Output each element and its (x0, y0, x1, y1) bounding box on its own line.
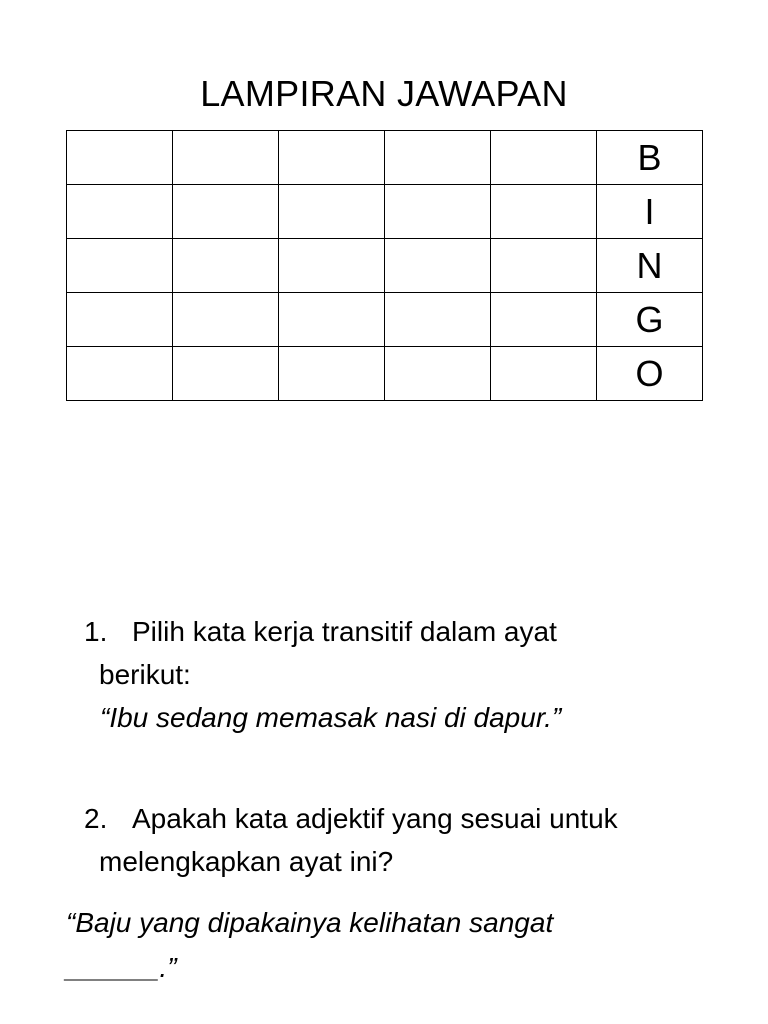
question-2-quote-line-2: ______.” (66, 952, 177, 983)
question-1-text-cont: berikut: (99, 659, 191, 690)
bingo-letter-o: O (597, 347, 703, 401)
bingo-cell[interactable] (67, 347, 173, 401)
bingo-cell[interactable] (67, 131, 173, 185)
question-1 (0, 610, 768, 696)
bingo-cell[interactable] (279, 293, 385, 347)
bingo-row (67, 131, 703, 185)
bingo-cell[interactable] (491, 185, 597, 239)
question-1-line-1 (0, 610, 768, 653)
bingo-row (67, 239, 703, 293)
question-2-quote-line-1: “Baju yang dipakainya kelihatan sangat (66, 907, 554, 938)
bingo-cell[interactable] (385, 131, 491, 185)
bingo-cell[interactable] (173, 293, 279, 347)
bingo-cell[interactable] (173, 185, 279, 239)
bingo-cell[interactable] (279, 347, 385, 401)
page-title: LAMPIRAN JAWAPAN (200, 73, 568, 114)
bingo-cell[interactable] (279, 185, 385, 239)
bingo-cell[interactable] (279, 131, 385, 185)
bingo-letter-i: I (597, 185, 703, 239)
bingo-row (67, 185, 703, 239)
bingo-grid (66, 130, 703, 401)
bingo-cell[interactable] (491, 293, 597, 347)
bingo-cell[interactable] (173, 347, 279, 401)
bingo-cell[interactable] (173, 239, 279, 293)
bingo-letter-n: N (597, 239, 703, 293)
question-2 (0, 797, 768, 883)
bingo-cell[interactable] (385, 185, 491, 239)
bingo-letter-g: G (597, 293, 703, 347)
question-2-number: 2. (84, 803, 108, 834)
bingo-cell[interactable] (491, 347, 597, 401)
question-1-quote: “Ibu sedang memasak nasi di dapur.” (100, 702, 562, 733)
question-2-line-2 (0, 840, 768, 883)
bingo-cell[interactable] (385, 293, 491, 347)
question-2-quote (66, 900, 706, 990)
bingo-cell[interactable] (279, 239, 385, 293)
bingo-row (67, 347, 703, 401)
bingo-letter-b: B (597, 131, 703, 185)
bingo-cell[interactable] (491, 131, 597, 185)
bingo-cell[interactable] (173, 131, 279, 185)
bingo-cell[interactable] (67, 185, 173, 239)
bingo-row (67, 293, 703, 347)
question-2-line-1 (0, 797, 768, 840)
question-1-number: 1. (84, 616, 108, 647)
bingo-cell[interactable] (385, 239, 491, 293)
bingo-cell[interactable] (67, 293, 173, 347)
question-2-text-cont: melengkapkan ayat ini? (99, 846, 394, 877)
bingo-cell[interactable] (67, 239, 173, 293)
bingo-cell[interactable] (385, 347, 491, 401)
question-2-text: Apakah kata adjektif yang sesuai untuk (132, 803, 618, 834)
question-1-line-2 (0, 653, 768, 696)
question-1-text: Pilih kata kerja transitif dalam ayat (132, 616, 557, 647)
bingo-cell[interactable] (491, 239, 597, 293)
